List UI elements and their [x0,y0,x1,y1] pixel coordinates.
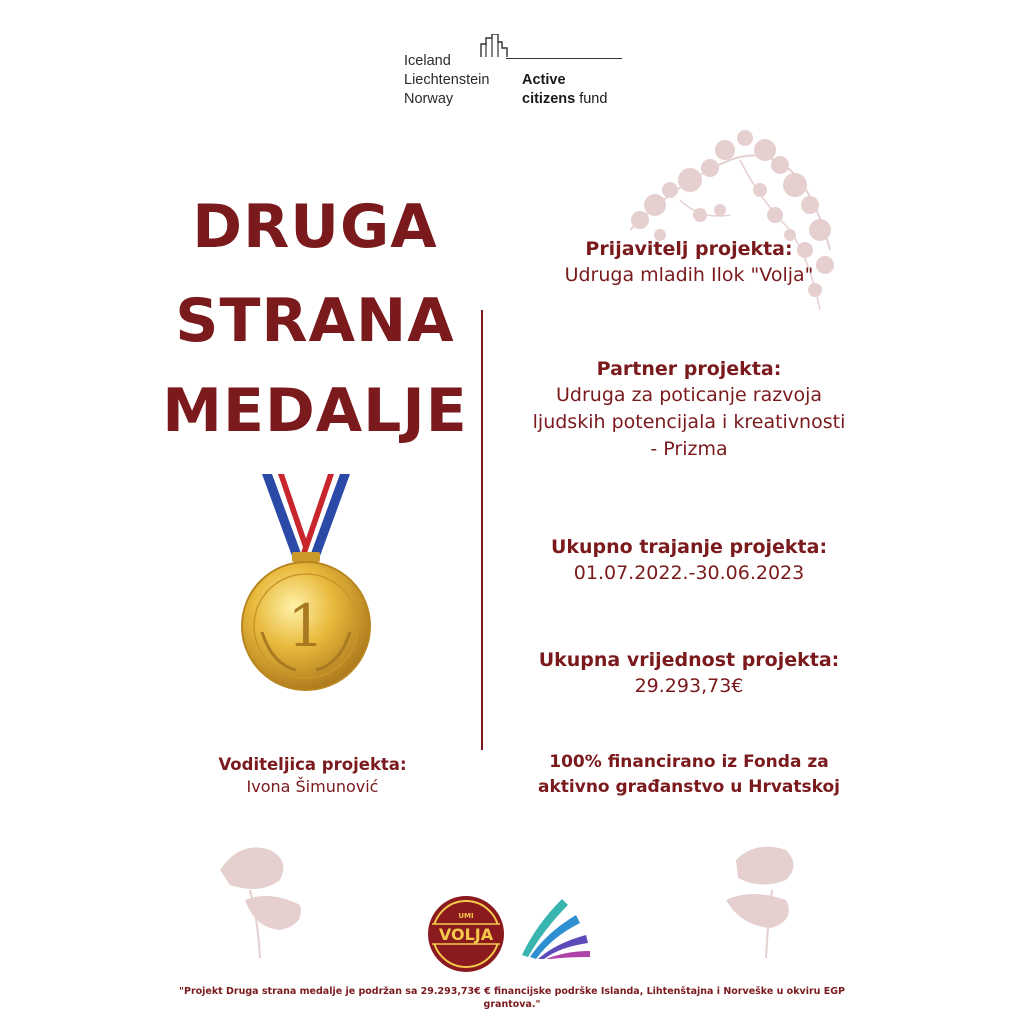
floral-decoration-top-icon [620,120,850,330]
country-liechtenstein: Liechtenstein [404,72,490,88]
title-line-2: STRANA [175,286,455,356]
footer-note: "Projekt Druga strana medalje je podržan sa 29.293,73€ € financijske podrške Islanda, Lihtenštajna i Norveške u okviru EGP grantova." [179,986,845,1010]
logo-fund-name [522,71,607,109]
volja-name-text: VOLJA [438,925,494,944]
partner-line-3: - Prizma [650,438,728,460]
fund-line-2-bold: citizens [522,91,576,107]
partner-label: Partner projekta: [596,358,782,380]
project-lead-label: Voditeljica projekta: [218,755,407,774]
duration-label: Ukupno trajanje projekta: [550,536,828,558]
title-line-1: DRUGA [192,192,438,262]
duration-value: 01.07.2022.-30.06.2023 [573,562,805,584]
funding-line-1: 100% financirano iz Fonda za [549,752,829,772]
total-value-section [494,647,884,700]
applicant-value: Udruga mladih Ilok "Volja" [564,264,814,286]
logo-rule [506,58,622,59]
funding-line-2: aktivno građanstvo u Hrvatskoj [538,777,840,797]
project-lead-name: Ivona Šimunović [246,777,379,796]
fund-line-2 [522,90,607,109]
partner-line-1: Udruga za poticanje razvoja [556,384,822,406]
volja-small-text: UMI [458,912,474,920]
floral-decoration-left-icon [210,840,310,960]
duration-section [494,534,884,587]
floral-decoration-right-icon [716,840,816,960]
applicant-label: Prijavitelj projekta: [585,238,793,260]
volja-logo [426,894,506,974]
title-line-3: MEDALJE [162,376,468,446]
fund-line-1: Active [522,72,566,88]
country-iceland: Iceland [404,53,451,69]
fund-line-2-light: fund [575,91,608,107]
total-value-amount: 29.293,73€ [634,675,744,697]
vertical-divider [481,310,483,750]
funding-section [494,750,884,800]
prizma-logo [516,895,592,961]
gold-medal-icon [234,474,378,692]
medal-number: 1 [287,592,325,660]
partner-line-2: ljudskih potencijala i kreativnosti [532,411,846,433]
country-norway: Norway [404,91,454,107]
active-citizens-fund-logo [404,34,624,112]
project-lead-section [180,754,445,798]
partner-section [494,356,884,463]
logo-countries [404,52,489,109]
total-value-label: Ukupna vrijednost projekta: [538,649,840,671]
applicant-section [494,236,884,289]
